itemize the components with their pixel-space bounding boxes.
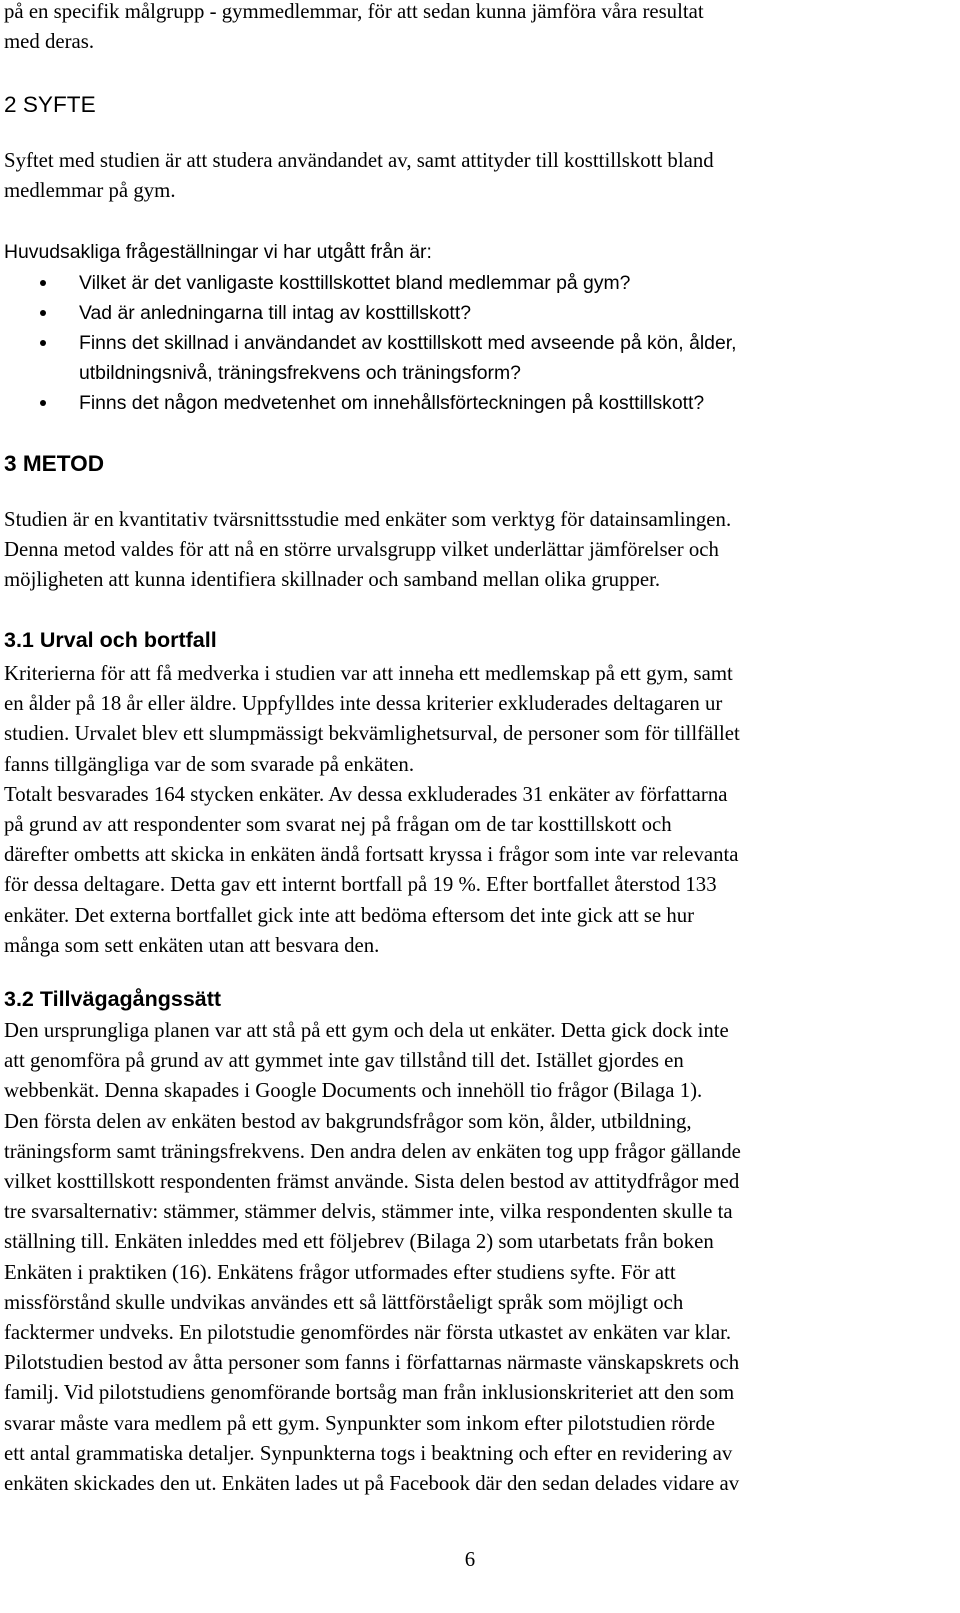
text-line: många som sett enkäten utan att besvara den. [4, 933, 380, 957]
text-line: familj. Vid pilotstudiens genomförande bortsåg man från inklusionskriteriet att den som [4, 1381, 735, 1405]
text-line: vilket kosttillskott respondenten främst använde. Sista delen bestod av attitydfrågor med [4, 1170, 740, 1194]
text-line: träningsform samt träningsfrekvens. Den andra delen av enkäten tog upp frågor gällande [4, 1139, 741, 1163]
bullet-icon [40, 340, 46, 346]
text-line: Enkäten i praktiken (16). Enkätens frågor utformades efter studiens syfte. För att [4, 1260, 676, 1284]
text-line: Denna metod valdes för att nå en större urvalsgrupp vilket underlättar jämförelser och [4, 538, 719, 562]
text-line: med deras. [4, 30, 95, 54]
selection-paragraph [4, 659, 939, 961]
text-line: enkäter. Det externa bortfallet gick inte att bedöma eftersom det inte gick att se hur [4, 903, 695, 927]
text-line: missförstånd skulle undvikas användes ett så lättförståeligt språk som möjligt och [4, 1290, 684, 1314]
text-line: på en specifik målgrupp - gymmedlemmar, för att sedan kunna jämföra våra resultat [4, 0, 704, 23]
list-item: Vad är anledningarna till intag av kosttillskott? [0, 298, 940, 328]
text-line: därefter ombetts att skicka in enkäten ändå fortsatt kryssa i frågor som inte var relevanta [4, 843, 739, 867]
text-line: ett antal grammatiska detaljer. Synpunkterna togs i beaktning och efter en revidering av [4, 1441, 733, 1465]
question-list [0, 268, 940, 418]
list-item: Vilket är det vanligaste kosttillskottet bland medlemmar på gym? [0, 268, 940, 298]
list-item: Finns det någon medvetenhet om innehållsförteckningen på kosttillskott? [0, 388, 940, 418]
text-line: att genomföra på grund av att gymmet inte gav tillstånd till det. Istället gjordes en [4, 1049, 684, 1073]
text-line: Totalt besvarades 164 stycken enkäter. Av dessa exkluderades 31 enkäter av författarna [4, 782, 728, 806]
section-heading-syfte: 2 SYFTE [4, 92, 96, 117]
subsection-heading-tillvagagangssatt: 3.2 Tillvägagångssätt [4, 987, 222, 1011]
text-line: Den ursprungliga planen var att stå på ett gym och dela ut enkäter. Detta gick dock inte [4, 1019, 729, 1042]
text-line: fanns tillgängliga var de som svarade på enkäten. [4, 752, 415, 776]
text-line: medlemmar på gym. [4, 179, 176, 203]
text-line: enkäten skickades den ut. Enkäten lades ut på Facebook där den sedan delades vidare av [4, 1472, 740, 1496]
page-number: 6 [464, 1548, 476, 1571]
list-item-continuation: utbildningsnivå, träningsfrekvens och träningsform? [79, 362, 521, 384]
procedure-paragraph [4, 1016, 939, 1499]
list-item: Finns det skillnad i användandet av kosttillskott med avseende på kön, ålder, [0, 328, 940, 358]
bullet-icon [40, 280, 46, 286]
subsection-heading-urval: 3.1 Urval och bortfall [4, 628, 217, 652]
text-line: en ålder på 18 år eller äldre. Uppfylldes inte dessa kriterier exkluderades deltagaren ur [4, 692, 723, 716]
text-line: ställning till. Enkäten inleddes med ett följebrev (Bilaga 2) som utarbetats från boken [4, 1230, 714, 1254]
purpose-paragraph [4, 146, 939, 206]
bullet-icon [40, 400, 46, 406]
text-line: på grund av att respondenter som svarat nej på frågan om de tar kosttillskott och [4, 813, 672, 837]
text-line: studien. Urvalet blev ett slumpmässigt bekvämlighetsurval, de personer som för tillfället [4, 722, 740, 746]
method-paragraph [4, 505, 939, 596]
text-line: möjligheten att kunna identifiera skillnader och samband mellan olika grupper. [4, 568, 661, 592]
text-line: webbenkät. Denna skapades i Google Documents och innehöll tio frågor (Bilaga 1). [4, 1079, 703, 1103]
text-line: för dessa deltagare. Detta gav ett internt bortfall på 19 %. Efter bortfallet återstod 133 [4, 873, 717, 897]
text-line: Syftet med studien är att studera användandet av, samt attityder till kosttillskott bland [4, 149, 714, 172]
questions-intro: Huvudsakliga frågeställningar vi har utgått från är: [4, 241, 432, 263]
text-line: svarar måste vara medlem på ett gym. Synpunkter som inkom efter pilotstudien rörde [4, 1411, 715, 1435]
bullet-icon [40, 310, 46, 316]
intro-paragraph [4, 0, 939, 57]
text-line: Pilotstudien bestod av åtta personer som fanns i författarnas närmaste vänskapskrets och [4, 1351, 740, 1375]
text-line: facktermer undveks. En pilotstudie genomfördes när första utkastet av enkäten var klar. [4, 1321, 732, 1345]
text-line: Den första delen av enkäten bestod av bakgrundsfrågor som kön, ålder, utbildning, [4, 1109, 692, 1133]
text-line: tre svarsalternativ: stämmer, stämmer delvis, stämmer inte, vilka respondenten skulle ta [4, 1200, 733, 1224]
section-heading-metod: 3 METOD [4, 451, 105, 476]
text-line: Studien är en kvantitativ tvärsnittsstudie med enkäter som verktyg för datainsamlingen. [4, 508, 732, 531]
text-line: Kriterierna för att få medverka i studien var att inneha ett medlemskap på ett gym, samt [4, 662, 733, 685]
